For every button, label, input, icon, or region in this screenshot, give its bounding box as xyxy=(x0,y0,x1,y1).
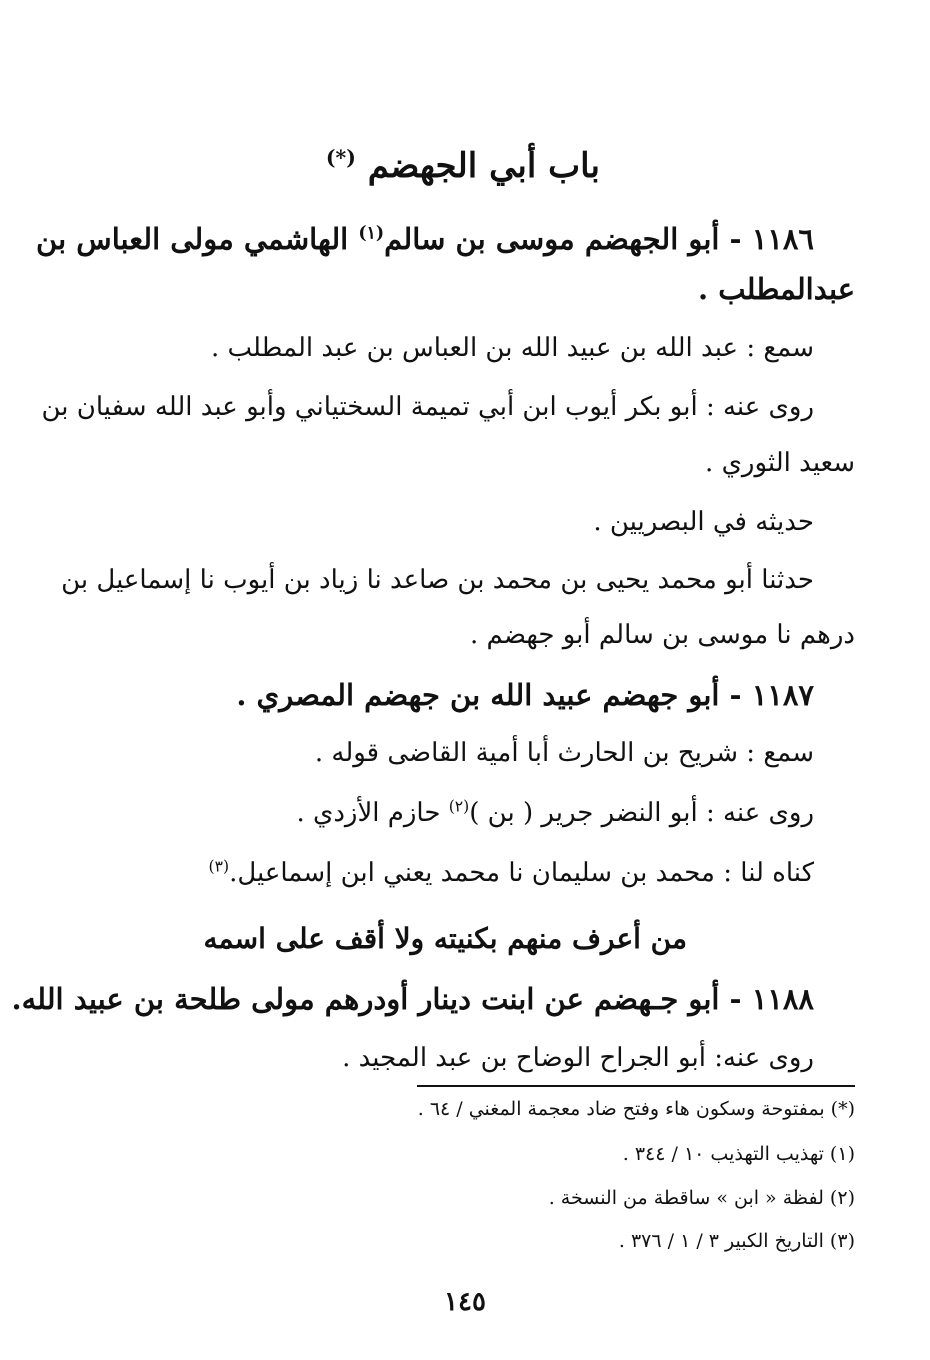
entry-1186-narrated-line2: سعيد الثوري . xyxy=(705,448,855,478)
entry-1186-heard: سمع : عبد الله بن عبيد الله بن العباس بن عبد المطلب . xyxy=(210,333,814,363)
footnote-separator xyxy=(417,1085,855,1087)
footnote-3: (٣) التاريخ الكبير ٣ / ١ / ٣٧٦ . xyxy=(618,1230,855,1252)
footnote-ref-3: (٣) xyxy=(208,857,230,876)
entry-1186-title xyxy=(36,222,814,257)
entry-1186-isnad-line2: درهم نا موسى بن سالم أبو جهضم . xyxy=(470,620,855,650)
entry-1186-title-line2: عبدالمطلب . xyxy=(698,272,855,306)
chapter-title-marker: (*) xyxy=(325,145,356,170)
entry-1187-title: ١١٨٧ - أبو جهضم عبيد الله بن جهضم المصري . xyxy=(236,678,814,712)
footnote-ref-2: (٢) xyxy=(448,797,470,816)
entry-1186-narrated-line1: روى عنه : أبو بكر أيوب ابن أبي تميمة السختياني وأبو عبد الله سفيان بن xyxy=(41,392,814,422)
entry-1187-kunya-text: كناه لنا : محمد بن سليمان نا محمد يعني ابن إسماعيل. xyxy=(229,858,814,888)
footnote-1: (١) تهذيب التهذيب ١٠ / ٣٤٤ . xyxy=(622,1143,855,1165)
entry-1186-title-part2: الهاشمي مولى العباس بن xyxy=(36,222,359,256)
footnote-ref-1: (١) xyxy=(358,223,385,244)
page-number: ١٤٥ xyxy=(444,1287,486,1317)
entry-1187-kunya xyxy=(208,858,814,889)
entry-1187-narrated xyxy=(296,798,814,829)
entry-1186-isnad-line1: حدثنا أبو محمد يحيى بن محمد بن صاعد نا زياد بن أيوب نا إسماعيل بن xyxy=(61,565,814,595)
chapter-title: باب أبي الجهضم xyxy=(367,146,600,186)
footnote-2: (٢) لفظة « ابن » ساقطة من النسخة . xyxy=(548,1187,855,1209)
footnote-star: (*) بمفتوحة وسكون هاء وفتح ضاد معجمة المغني / ٦٤ . xyxy=(417,1098,855,1120)
entry-1187-narrated-part1: روى عنه : أبو النضر جرير ( بن ) xyxy=(469,798,814,828)
chapter-heading xyxy=(326,146,600,187)
entry-1188-title: ١١٨٨ - أبو جـهضم عن ابنت دينار أودرهم مولى طلحة بن عبيد الله. xyxy=(11,982,814,1016)
entry-1187-narrated-part2: حازم الأزدي . xyxy=(296,798,449,828)
entry-1186-title-part1: ١١٨٦ - أبو الجهضم موسى بن سالم xyxy=(384,222,814,256)
entry-1187-heard: سمع : شريح بن الحارث أبا أمية القاضى قوله . xyxy=(314,738,814,768)
entry-1186-hadith-region: حديثه في البصريين . xyxy=(593,507,814,537)
entry-1188-narrated: روى عنه: أبو الجراح الوضاح بن عبد المجيد . xyxy=(342,1043,814,1073)
section-heading: من أعرف منهم بكنيته ولا أقف على اسمه xyxy=(203,922,687,955)
